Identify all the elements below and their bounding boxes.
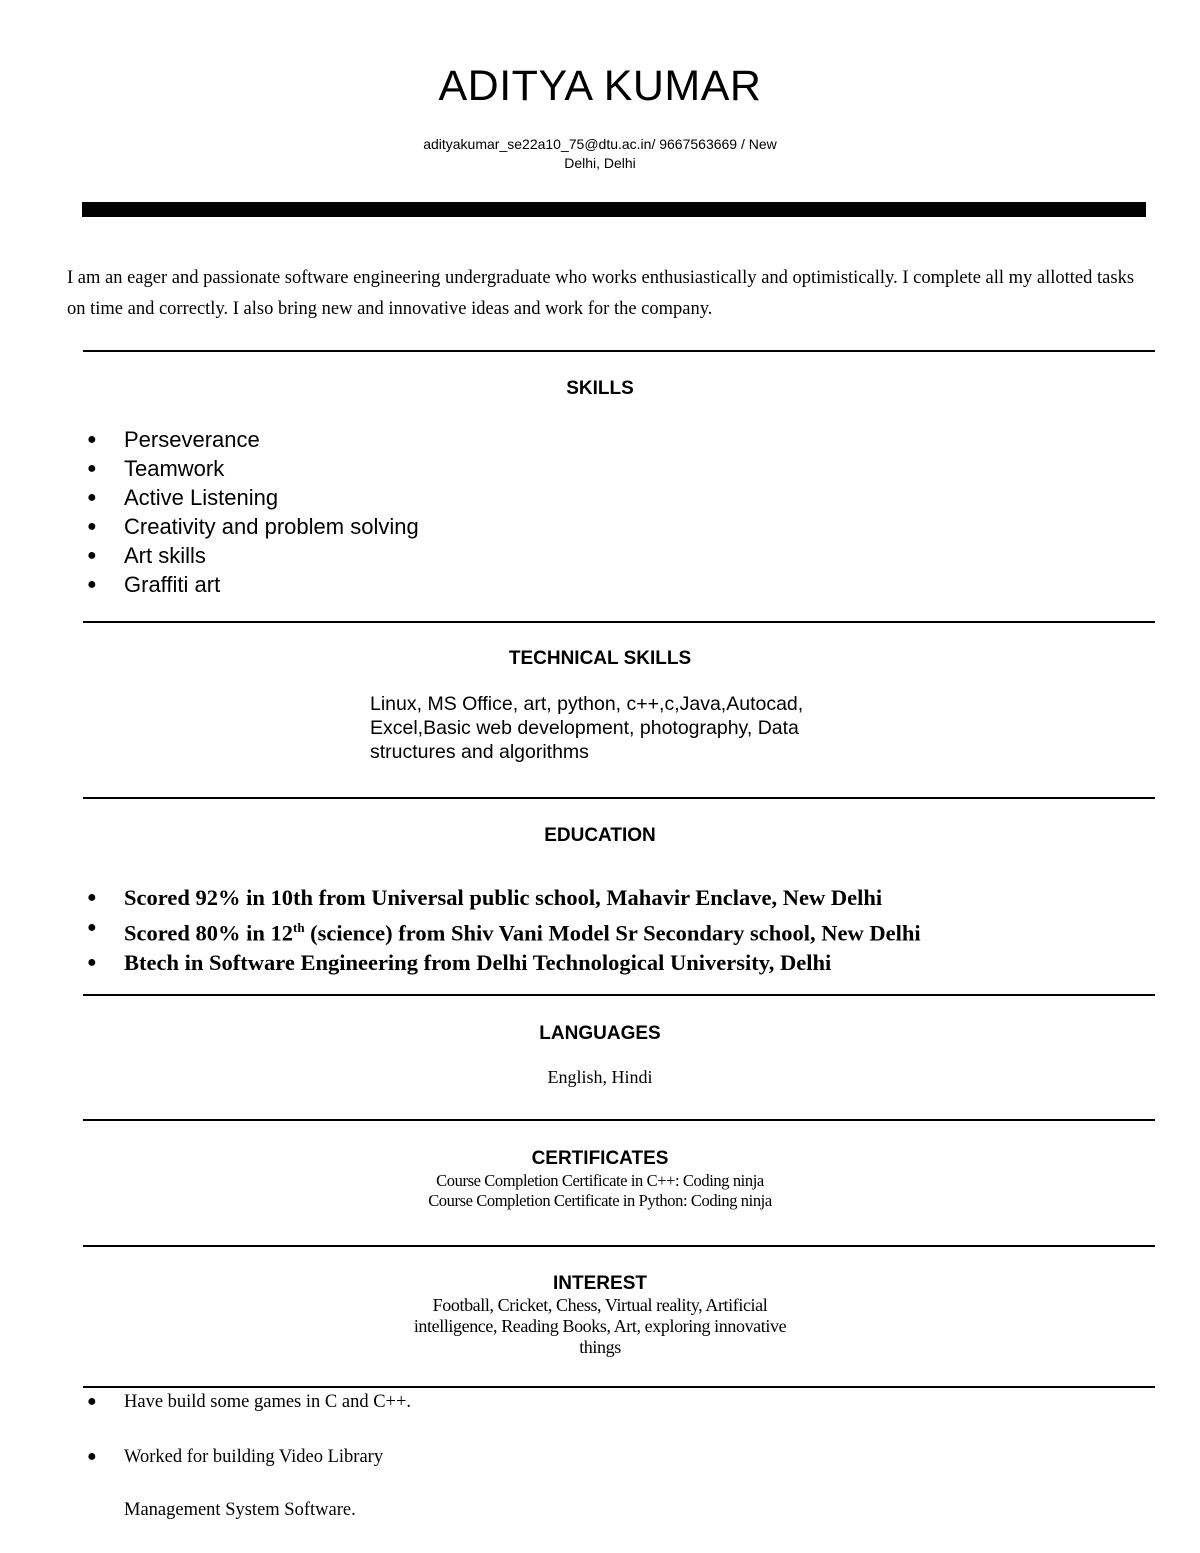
section-divider <box>83 994 1155 996</box>
section-divider <box>83 1245 1155 1247</box>
list-item <box>0 541 700 570</box>
education-list <box>0 883 1100 977</box>
section-divider <box>83 350 1155 352</box>
bullet-icon: ● <box>87 1448 97 1465</box>
technical-skills-text <box>370 692 840 764</box>
section-divider <box>83 797 1155 799</box>
contact-line-2: Delhi, Delhi <box>564 155 636 171</box>
technical-skills-line: Excel,Basic web development, photography, Data <box>370 717 799 739</box>
summary-text: I am an eager and passionate software engineering undergraduate who works enthusiastically and optimistically. I complete all my allotted tasks on time and correctly. I also bring new and innovative ideas and work for the company. <box>67 268 1135 319</box>
bullet-icon: ● <box>87 1393 97 1410</box>
candidate-name: ADITYA KUMAR <box>438 62 762 110</box>
list-item <box>0 1443 700 1498</box>
bullet-icon: ● <box>87 918 97 936</box>
education-entry: Btech in Software Engineering from Delhi Technological University, Delhi <box>124 949 832 975</box>
languages-text: English, Hindi <box>547 1067 653 1087</box>
bullet-icon: ● <box>87 518 97 535</box>
skills-heading: SKILLS <box>566 378 634 399</box>
interest-text <box>380 1295 820 1358</box>
list-item <box>0 570 700 599</box>
section-divider <box>83 1119 1155 1121</box>
skill-label: Teamwork <box>124 456 225 481</box>
skills-list <box>0 425 700 599</box>
contact-line-1: adityakumar_se22a10_75@dtu.ac.in/ 9667563669 / New <box>423 136 777 152</box>
list-item <box>0 512 700 541</box>
interest-line: things <box>579 1337 621 1357</box>
certificates-text <box>0 1171 1200 1211</box>
bullet-icon: ● <box>87 489 97 506</box>
technical-skills-line: Linux, MS Office, art, python, c++,c,Java,Autocad, <box>370 693 804 715</box>
bullet-icon: ● <box>87 953 97 971</box>
header-divider <box>82 202 1146 217</box>
bullet-icon: ● <box>87 576 97 593</box>
project-entry-continuation: Management System Software. <box>124 1500 356 1520</box>
skill-label: Art skills <box>124 543 206 568</box>
education-heading: EDUCATION <box>544 825 656 846</box>
bullet-icon: ● <box>87 547 97 564</box>
section-divider <box>83 621 1155 623</box>
education-entry-part: Scored 80% in 12 <box>124 920 293 945</box>
bullet-icon: ● <box>87 431 97 448</box>
ordinal-suffix: th <box>292 919 305 935</box>
bullet-icon: ● <box>87 460 97 477</box>
bullet-icon: ● <box>87 889 97 906</box>
technical-skills-line: structures and algorithms <box>370 741 589 763</box>
list-item <box>0 454 700 483</box>
project-entry: Have build some games in C and C++. <box>124 1392 412 1412</box>
contact-info <box>380 135 820 173</box>
skill-label: Active Listening <box>124 485 279 510</box>
education-entry-part: (science) from Shiv Vani Model Sr Secondary school, New Delhi <box>304 920 921 945</box>
interest-line: Football, Cricket, Chess, Virtual reality, Artificial <box>432 1295 768 1315</box>
languages-heading: LANGUAGES <box>539 1023 661 1044</box>
list-item <box>0 483 700 512</box>
interest-line: intelligence, Reading Books, Art, exploring innovative <box>413 1316 787 1336</box>
list-item <box>0 883 1100 913</box>
certificate-line: Course Completion Certificate in Python: Coding ninja <box>428 1191 772 1210</box>
education-entry: Scored 92% in 10th from Universal public school, Mahavir Enclave, New Delhi <box>124 885 883 910</box>
list-item <box>0 1388 700 1443</box>
certificate-line: Course Completion Certificate in C++: Coding ninja <box>436 1171 764 1190</box>
technical-skills-heading: TECHNICAL SKILLS <box>508 648 692 669</box>
list-item <box>0 425 700 454</box>
interest-heading: INTEREST <box>553 1273 647 1294</box>
skill-label: Graffiti art <box>124 572 221 597</box>
skill-label: Creativity and problem solving <box>124 514 419 539</box>
projects-list <box>0 1388 700 1498</box>
list-item <box>0 948 1100 978</box>
list-item <box>0 913 1100 948</box>
skill-label: Perseverance <box>124 427 260 452</box>
project-entry: Worked for building Video Library <box>124 1447 384 1467</box>
certificates-heading: CERTIFICATES <box>531 1148 669 1169</box>
